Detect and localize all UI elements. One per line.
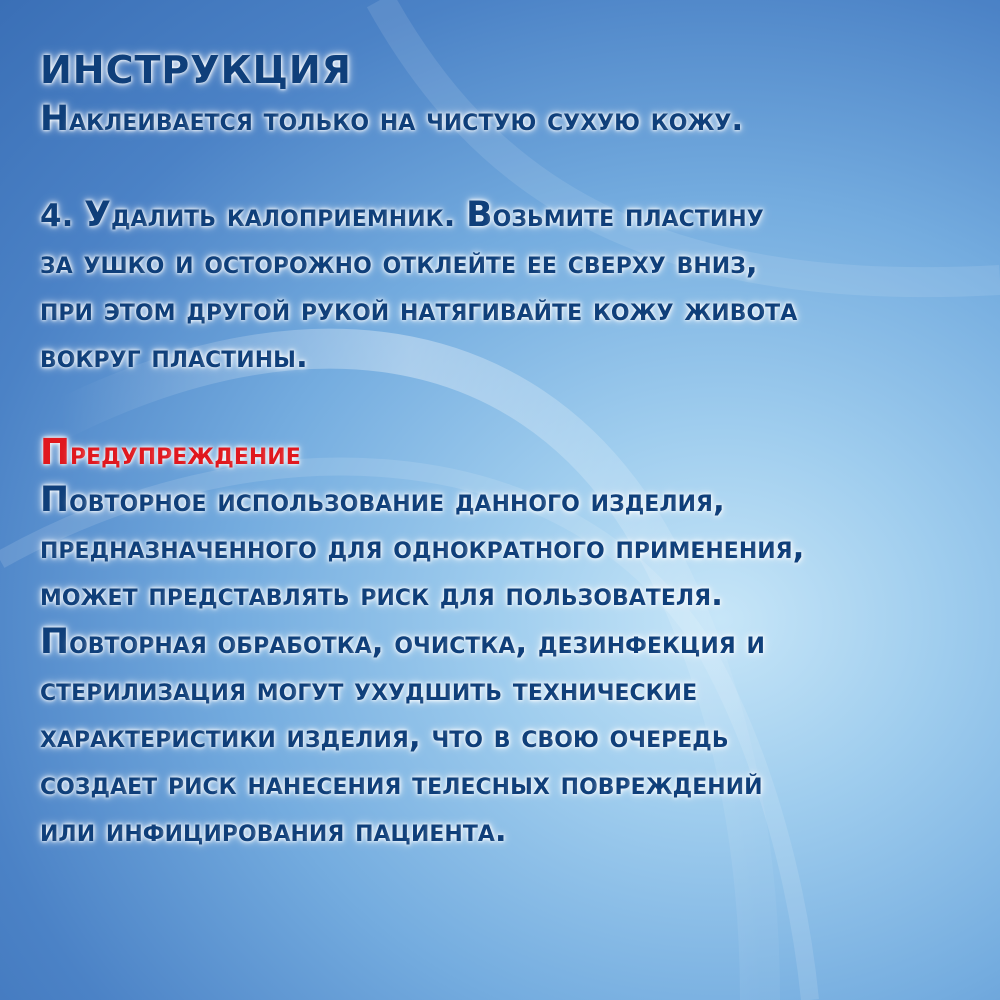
warning-line: предназначенного для однократного применения, bbox=[40, 530, 805, 566]
step-line: за ушко и осторожно отклейте ее сверху вниз, bbox=[40, 245, 758, 281]
warning-paragraph bbox=[40, 477, 970, 855]
warning-line: создает риск нанесения телесных повреждений bbox=[40, 766, 763, 802]
warning-line: Повторная обработка, очистка, дезинфекция и bbox=[40, 622, 765, 662]
instruction-text-block bbox=[40, 44, 970, 855]
warning-line: стерилизация могут ухудшить технические bbox=[40, 672, 698, 708]
page-title: ИНСТРУКЦИЯ bbox=[40, 48, 352, 92]
warning-heading: Предупреждение bbox=[40, 432, 301, 473]
warning-line: может представлять риск для пользователя. bbox=[40, 577, 723, 613]
step-line: вокруг пластины. bbox=[40, 339, 308, 375]
step-line: 4. Удалить калоприемник. Возьмите пластину bbox=[40, 195, 764, 235]
warning-line: характеристики изделия, что в свою очередь bbox=[40, 719, 729, 755]
warning-line: Повторное использование данного изделия, bbox=[40, 480, 725, 520]
warning-line: или инфицирования пациента. bbox=[40, 813, 507, 849]
step-4-paragraph bbox=[40, 192, 970, 381]
subtitle-line: Наклеивается только на чистую сухую кожу. bbox=[40, 99, 744, 139]
step-line: при этом другой рукой натягивайте кожу живота bbox=[40, 292, 798, 328]
